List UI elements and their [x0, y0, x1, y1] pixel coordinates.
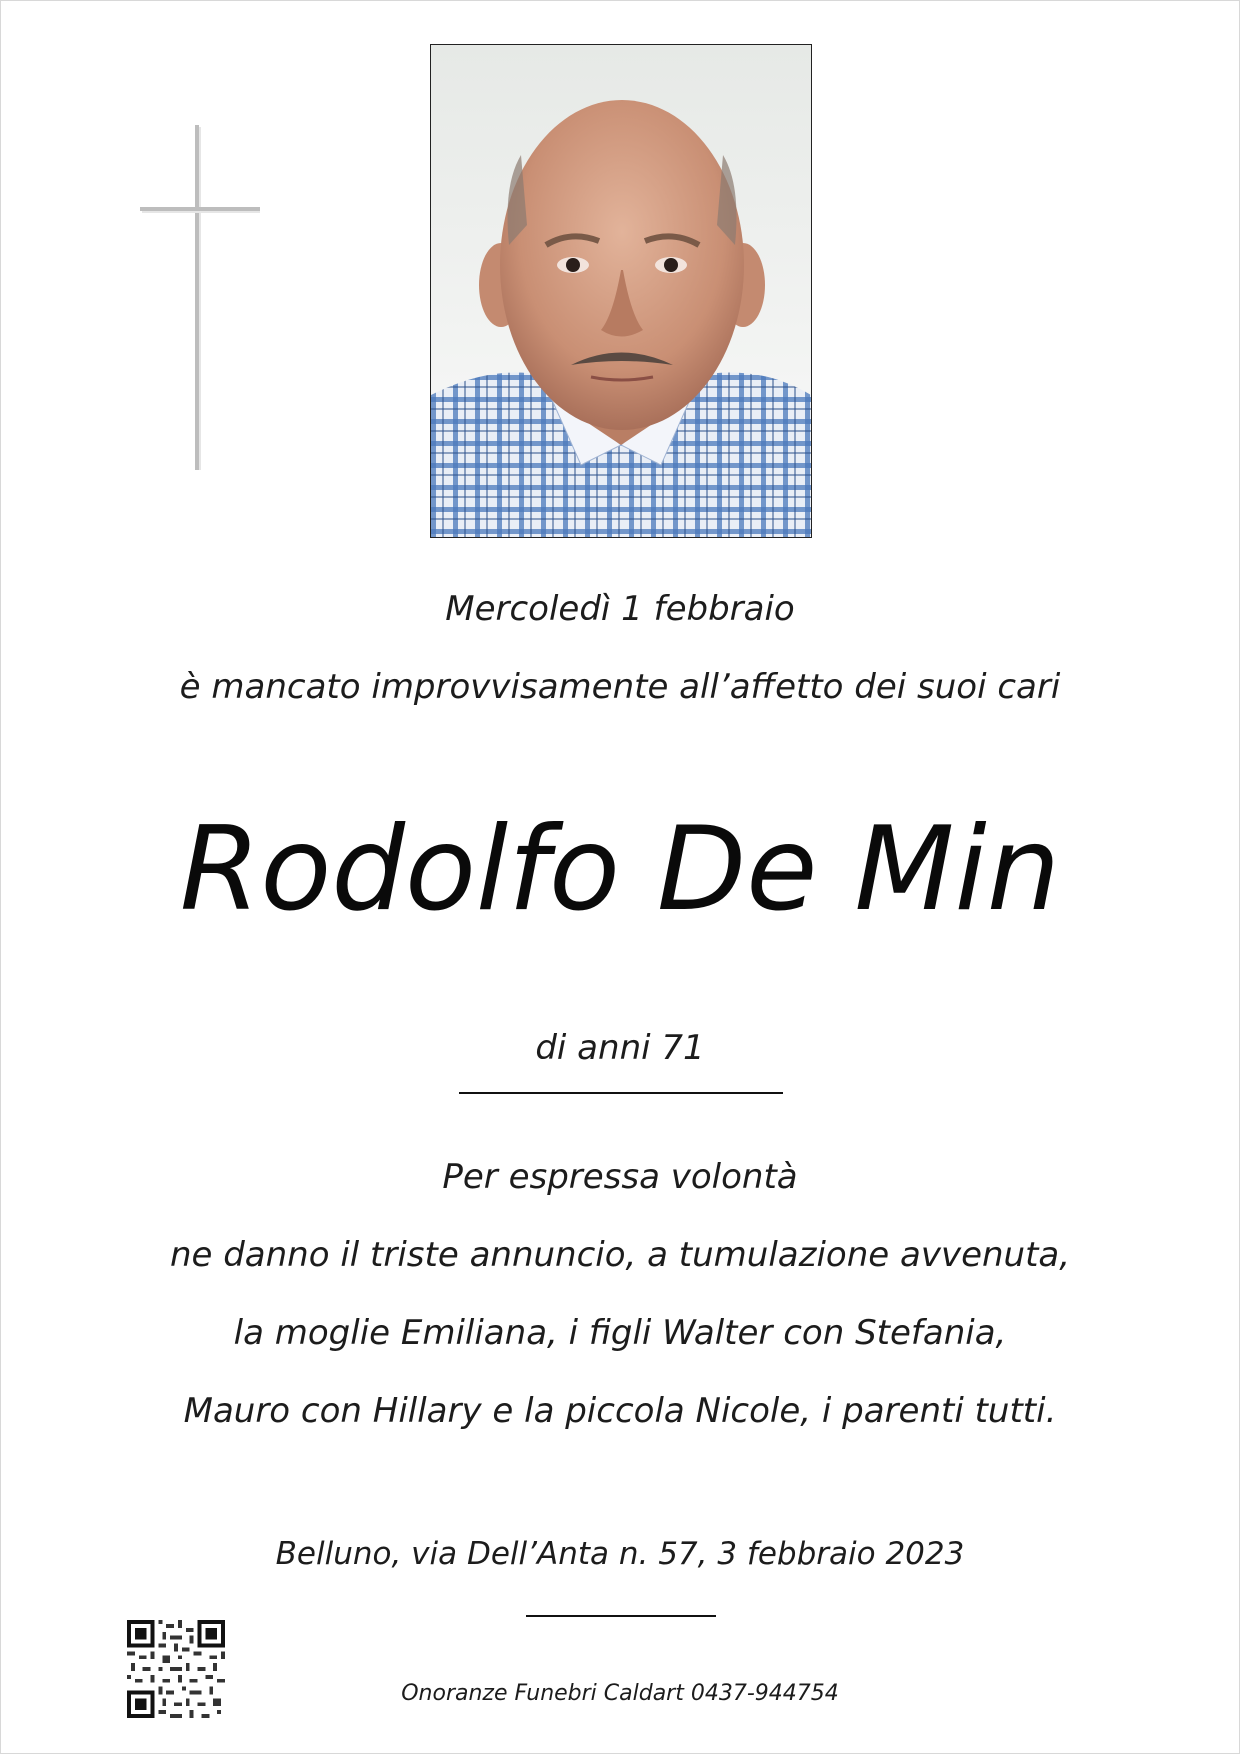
cross-icon — [140, 125, 265, 470]
body-line-3: la moglie Emiliana, i figli Walter con Stefania, — [233, 1313, 1007, 1353]
body-line-4: Mauro con Hillary e la piccola Nicole, i parenti tutti. — [183, 1391, 1057, 1431]
death-date-line: Mercoledì 1 febbraio — [445, 589, 795, 629]
age-divider — [459, 1092, 783, 1094]
announcement-line: è mancato improvvisamente all’affetto dei suoi cari — [179, 667, 1061, 707]
body-line-1: Per espressa volontà — [442, 1157, 798, 1197]
funeral-home-footer: Onoranze Funebri Caldart 0437-944754 — [401, 1681, 839, 1706]
portrait-photo — [430, 44, 812, 538]
footer-divider — [526, 1615, 716, 1617]
place-date-line: Belluno, via Dell’Anta n. 57, 3 febbraio 2023 — [275, 1536, 965, 1572]
age-line: di anni 71 — [535, 1028, 705, 1068]
body-line-2: ne danno il triste annuncio, a tumulazione avvenuta, — [169, 1235, 1071, 1275]
deceased-name: Rodolfo De Min — [179, 802, 1061, 937]
